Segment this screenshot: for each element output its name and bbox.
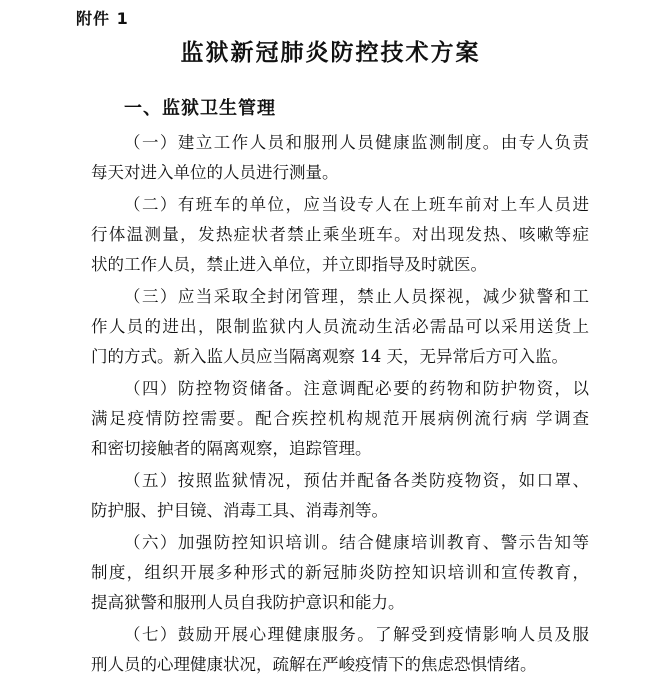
paragraph	[91, 528, 589, 618]
paragraph-line: 门的方式。新入监人员应当隔离观察 14 天，无异常后方可入监。	[91, 347, 568, 366]
section-heading: 一、监狱卫生管理	[124, 98, 276, 119]
paragraph-line: 刑人员的心理健康状况，疏解在严峻疫情下的焦虑恐惧情绪。	[91, 655, 537, 674]
paragraph-line: 作人员的进出，限制监狱内人员流动生活必需品可以采用送货上	[91, 317, 589, 336]
paragraph-line: （三）应当采取全封闭管理，禁止人员探视，减少狱警和工	[124, 287, 589, 306]
attachment-label: 附件 1	[76, 9, 129, 28]
paragraph-line: （六）加强防控知识培训。结合健康培训教育、警示告知等	[124, 533, 589, 552]
paragraph	[91, 128, 589, 188]
paragraph-line: 制度，组织开展多种形式的新冠肺炎防控知识培训和宣传教育，	[91, 563, 589, 582]
paragraph	[91, 190, 589, 280]
paragraph	[91, 374, 589, 464]
paragraph-line: 防护服、护目镜、消毒工具、消毒剂等。	[91, 501, 388, 520]
paragraph	[91, 282, 589, 372]
paragraph-line: 状的工作人员，禁止进入单位，并立即指导及时就医。	[91, 255, 487, 274]
paragraph-line: 和密切接触者的隔离观察，追踪管理。	[91, 439, 372, 458]
paragraph-line: （七）鼓励开展心理健康服务。了解受到疫情影响人员及服	[124, 625, 589, 644]
paragraph	[91, 466, 589, 526]
paragraph-line: 行体温测量，发热症状者禁止乘坐班车。对出现发热、咳嗽等症	[91, 225, 589, 244]
document-title: 监狱新冠肺炎防控技术方案	[180, 40, 481, 66]
paragraph-line: （五）按照监狱情况，预估并配备各类防疫物资，如口罩、	[124, 471, 589, 490]
paragraph-line: （四）防控物资储备。注意调配必要的药物和防护物资，以	[124, 379, 589, 398]
paragraph-line: 满足疫情防控需要。配合疾控机构规范开展病例流行病 学调查	[91, 409, 589, 428]
paragraph-line: 每天对进入单位的人员进行测量。	[91, 163, 339, 182]
document-body	[91, 128, 589, 680]
paragraph	[91, 620, 589, 680]
paragraph-line: （二）有班车的单位，应当设专人在上班车前对上车人员进	[124, 195, 589, 214]
paragraph-line: 提高狱警和服刑人员自我防护意识和能力。	[91, 593, 405, 612]
paragraph-line: （一）建立工作人员和服刑人员健康监测制度。由专人负责	[124, 133, 589, 152]
